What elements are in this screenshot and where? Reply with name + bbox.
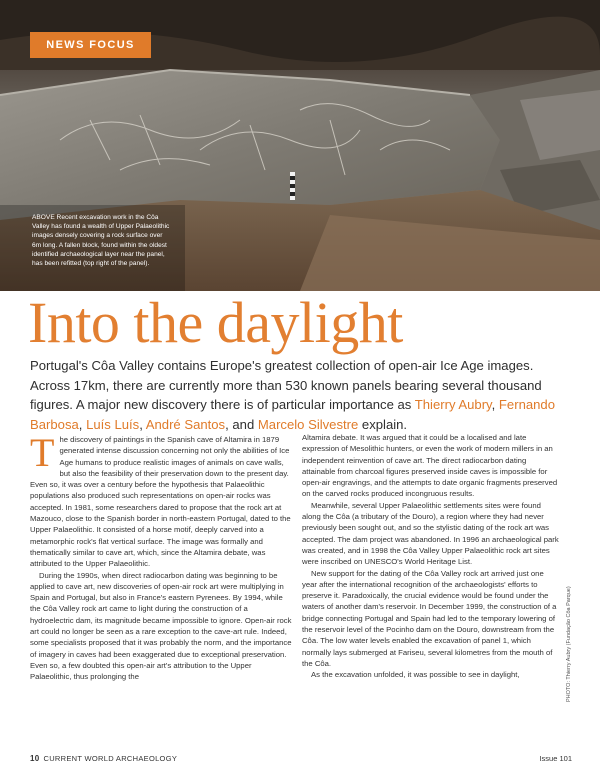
paragraph-text: he discovery of paintings in the Spanish cave of Altamira in 1879 generated intense discussion concerning not only the abilities of Ice Age humans to produce realistic images of animals on cave walls, but also the feasibility of their preservation down to the present day. Even so, it was over a century before the hypothesis that Palaeolithic populations also produced such representations on open-air rocks was accepted. In 1981, some researchers dared to propose that the rock art at Mazouco, close to the Spanish border in north-eastern Portugal, dated to the Upper Palaeolithic. It consisted of a horse motif, deeply carved into a metamorphic rock's flat vertical surface. The image was formally and thematically similar to cave art, which, since the Altamira debate, was attributed to the Upper Palaeolithic. [30, 435, 291, 569]
author-separator: , [139, 417, 146, 433]
footer-left [30, 754, 177, 763]
photo-credit: PHOTO: Thierry Aubry (Fundação Côa Parque) [566, 586, 572, 702]
body-paragraph: New support for the dating of the Côa Valley rock art arrived just one year after the international recognition of the archaeologists' efforts to preserve it. Paradoxically, the crucial evidence would be found under the waters of another dam's reservoir. In December 1999, the construction of a bridge connecting Portugal and Spain had led to the temporary lowering of the reservoir level of the Pocinho dam on the Douro, downstream from the Côa. The low water levels enabled the excavation of panel 1, which normally lays submerged at Fariseu, several kilometres from the mouth of the Côa. [302, 568, 557, 668]
drop-cap: T [30, 430, 55, 475]
article-headline: Into the daylight [28, 290, 403, 355]
body-column-right [302, 432, 560, 681]
hero-photo [0, 0, 600, 291]
photo-caption: ABOVE Recent excavation work in the Côa Valley has found a wealth of Upper Palaeolithic images densely covering a rock surface over 6m long. A fallen block, found within the oldest identified archaeological layer near the panel, has been refitted (top right of the panel). [32, 214, 170, 268]
body-paragraph: Meanwhile, several Upper Palaeolithic settlements sites were found along the Côa (a tributary of the Douro), a region where they had never previously been sought out, and so the stylistic dating of the rock art was accepted. The dam project was abandoned. In 1996 an archaeological park was created, and in 1998 the Côa Valley Upper Palaeolithic rock art sites were inscribed on UNESCO's World Heritage List. [302, 500, 559, 567]
body-paragraph: During the 1990s, when direct radiocarbon dating was beginning to be applied to cave art, new discoveries of open-air rock art were multiplying in Spain and Portugal, but also in France's eastern Pyrenees. By 1994, while the Côa Valley rock art came to light during the construction of a hydroelectric dam, its magnitude became impossible to ignore. Open-air rock art could no longer be seen as a rare exception to the cave-art rule. Indeed, some specialists proposed that it was probably the norm, and the importance of imagery in caves had been exaggerated due to exceptional preservation. Even so, a few doubted this open-air art's attribution to the Upper Palaeolithic, thus prolonging the [30, 570, 292, 682]
body-paragraph: Altamira debate. It was argued that it could be a localised and late expression of Mesolithic hunters, or even the work of modern millers in an independent reinvention of cave art. The direct radiocarbon dating attainable from charcoal figures preserved inside caves is impossible for open-air engravings, and the attempts to date organic fragments preserved on the carved rocks produced incongruous results. [302, 433, 558, 499]
magazine-name: CURRENT WORLD ARCHAEOLOGY [43, 754, 178, 763]
author-name: Fernando Barbosa [30, 397, 555, 433]
body-column-left [30, 430, 292, 683]
author-name: Thierry Aubry [414, 397, 492, 413]
body-paragraph: As the excavation unfolded, it was possible to see in daylight, [311, 670, 520, 680]
page-number: 10 [30, 754, 40, 763]
author-separator: , [78, 417, 87, 433]
author-separator: , [491, 397, 499, 413]
standfirst-ending: explain. [358, 417, 408, 433]
standfirst [30, 356, 575, 435]
author-name: Marcelo Silvestre [257, 417, 359, 433]
author-conjunction: , and [225, 417, 258, 433]
standfirst-text: Portugal's Côa Valley contains Europe's greatest collection of open-air Ice Age images. Across 17km, there are currently more than 530 known panels bearing several thousand figures. A major new discovery there is of particular importance as [30, 358, 542, 413]
section-tag: NEWS FOCUS [30, 32, 151, 58]
author-name: André Santos [145, 417, 226, 433]
author-name: Luís Luís [86, 417, 140, 433]
issue-number: Issue 101 [539, 754, 572, 763]
body-paragraph [30, 430, 292, 570]
